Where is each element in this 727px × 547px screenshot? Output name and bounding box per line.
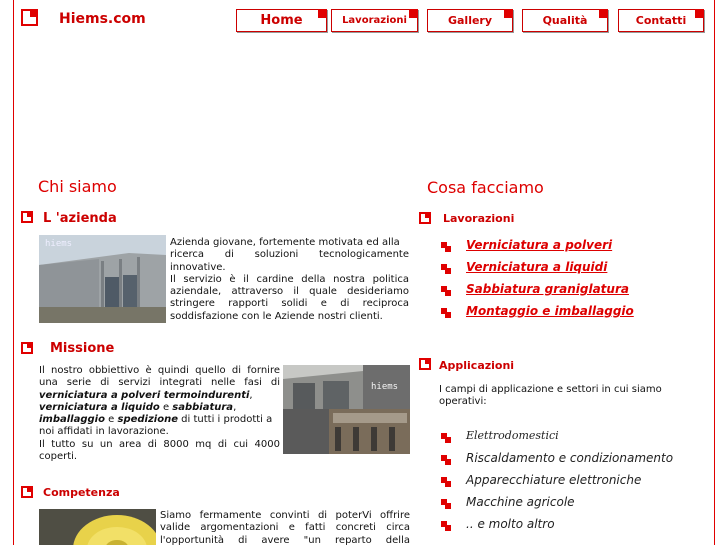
missione-heading: Missione <box>50 341 115 356</box>
missione-line: coperti. <box>39 451 78 463</box>
bullet-icon <box>441 286 451 296</box>
chi-siamo-title: Chi siamo <box>38 177 117 196</box>
nav-home-button[interactable]: Home <box>236 9 327 32</box>
bullet-icon <box>441 308 451 318</box>
page-frame-right <box>714 0 715 545</box>
applicazioni-intro <box>439 384 709 409</box>
app-item: Macchine agricole <box>466 495 575 509</box>
azienda-line: soddisfazione con le Aziende nostri clienti. <box>170 310 383 322</box>
missione-bold-phrase: sabbiatura <box>172 401 234 413</box>
azienda-building-image <box>39 235 166 323</box>
azienda-line: aziendale, attraverso il quale desideriamo <box>170 286 409 298</box>
brand-name[interactable]: Hiems.com <box>59 11 146 27</box>
competenza-line: Siamo fermamente convinti di poterVi offrire <box>160 510 410 521</box>
azienda-line: ricerca di soluzioni tecnologicamente <box>170 249 409 261</box>
azienda-line: Azienda giovane, fortemente motivata ed alla <box>170 237 400 248</box>
missione-heading-icon <box>21 342 33 354</box>
azienda-line: innovative. <box>170 261 226 273</box>
link-sabbiatura[interactable]: Sabbiatura graniglatura <box>466 282 629 296</box>
competenza-text <box>160 510 410 547</box>
azienda-heading: L 'azienda <box>43 211 117 226</box>
missione-line: di tutti i prodotti a <box>178 414 273 426</box>
azienda-line: stringere rapporti solidi e di reciproca <box>170 298 409 310</box>
bullet-icon <box>441 264 451 274</box>
app-item: Apparecchiature elettroniche <box>466 473 642 487</box>
competenza-line: l'opportunità di avere "un reparto della <box>160 534 410 546</box>
cosa-facciamo-title: Cosa facciamo <box>427 178 544 197</box>
link-montaggio[interactable]: Montaggio e imballaggio <box>466 304 634 318</box>
missione-line: Il nostro obbiettivo è quindi quello di fornire <box>39 365 280 376</box>
bullet-icon <box>441 242 451 252</box>
azienda-image-caption: hiems <box>45 239 73 249</box>
competenza-image <box>39 509 156 545</box>
app-item: .. e molto altro <box>466 517 555 531</box>
bullet-icon <box>441 521 451 531</box>
missione-bold-phrase: verniciatura a polveri termoindurenti <box>39 389 250 401</box>
azienda-line: Il servizio è il cardine della nostra politica <box>170 273 409 285</box>
brand-logo-icon <box>21 9 38 26</box>
app-item: Riscaldamento e condizionamento <box>466 451 674 465</box>
nav-contatti-button[interactable]: Contatti <box>618 9 704 32</box>
applicazioni-heading-icon <box>419 358 431 370</box>
missione-image-caption: hiems <box>371 382 399 392</box>
competenza-heading: Competenza <box>43 486 120 499</box>
applicazioni-heading: Applicazioni <box>439 359 515 372</box>
bullet-icon <box>441 499 451 509</box>
app-item: Elettrodomestici <box>466 429 559 442</box>
competenza-line: valide argomentazioni e fatti concreti circa <box>160 522 410 534</box>
lavorazioni-heading: Lavorazioni <box>443 212 515 225</box>
missione-bold-phrase: imballaggio <box>39 414 105 426</box>
azienda-heading-icon <box>21 211 33 223</box>
applicazioni-intro-line: I campi di applicazione e settori in cui siamo <box>439 384 662 395</box>
missione-collage-image <box>283 365 410 454</box>
competenza-heading-icon <box>21 486 33 498</box>
missione-line: Il tutto su un area di 8000 mq di cui 4000 <box>39 438 280 450</box>
bullet-icon <box>441 477 451 487</box>
bullet-icon <box>441 455 451 465</box>
missione-bold-phrase: spedizione <box>117 414 178 426</box>
lavorazioni-heading-icon <box>419 212 431 224</box>
missione-bold-phrase: verniciatura a liquido <box>39 401 160 413</box>
nav-gallery-button[interactable]: Gallery <box>427 9 513 32</box>
nav-lavorazioni-button[interactable]: Lavorazioni <box>331 9 418 32</box>
missione-text: Il nostro obbiettivo è quindi quello di fornire una serie di servizi integrati nelle fasi di verniciatura a polveri termoindurenti, verniciatura a liquido e sabbiatura, imballaggio e spedizione di tutti i prodotti a noi affidati in lavorazione. Il tutto su un area di 8000 mq di cui 4000 coperti. <box>39 365 280 463</box>
applicazioni-intro-line: operativi: <box>439 396 487 408</box>
nav-qualita-button[interactable]: Qualità <box>522 9 608 32</box>
azienda-text <box>170 237 409 323</box>
page-frame-left <box>13 0 14 545</box>
missione-connector: e <box>159 401 173 413</box>
bullet-icon <box>441 433 451 443</box>
link-verniciatura-liquidi[interactable]: Verniciatura a liquidi <box>466 260 608 274</box>
link-verniciatura-polveri[interactable]: Verniciatura a polveri <box>466 238 613 252</box>
missione-line: una serie di servizi integrati nelle fasi di <box>39 377 280 389</box>
missione-line: noi affidati in lavorazione. <box>39 426 169 438</box>
